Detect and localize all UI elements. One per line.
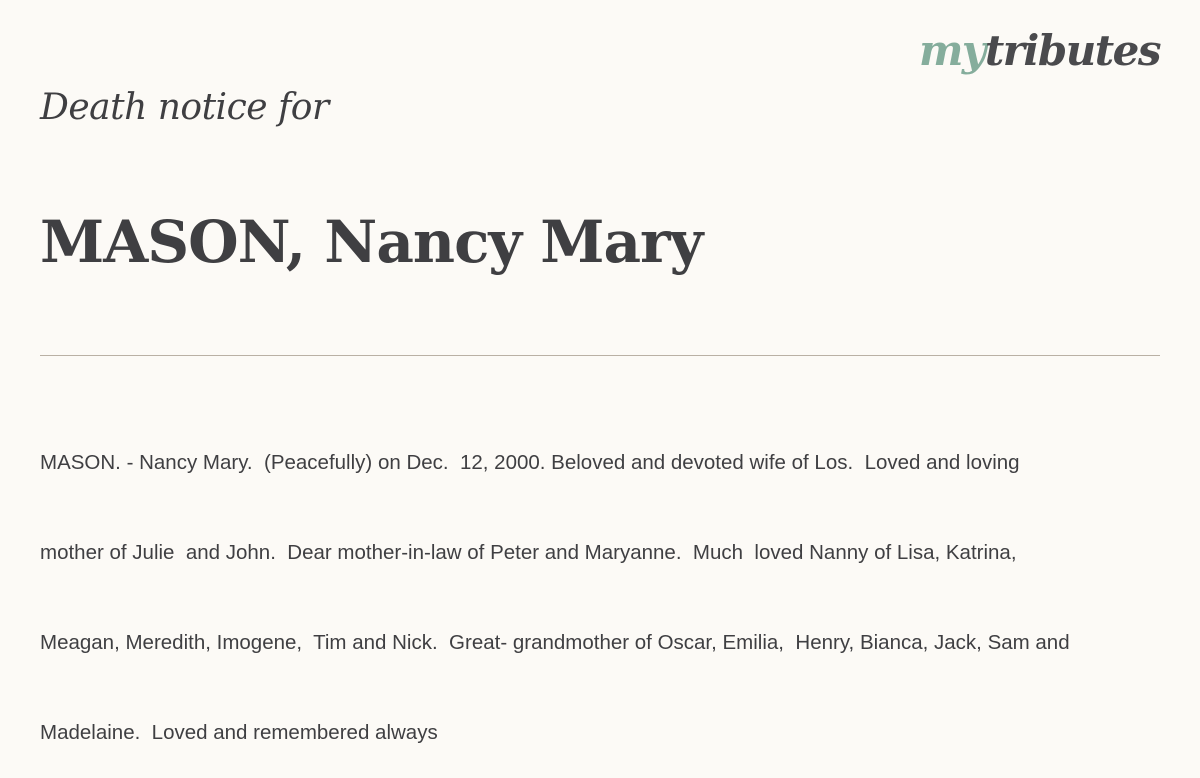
notice-text [40,388,1160,778]
notice-line: MASON. - Nancy Mary. (Peacefully) on Dec. 12, 2000. Beloved and devoted wife of Los. Loved and loving [40,451,1020,474]
deceased-name: MASON, Nancy Mary [40,208,703,276]
mytributes-logo[interactable] [918,26,1160,75]
notice-line: mother of Julie and John. Dear mother-in-law of Peter and Maryanne. Much loved Nanny of Lisa, Katrina, [40,541,1017,564]
section-divider [40,355,1160,356]
notice-line: Madelaine. Loved and remembered always [40,721,438,744]
logo-my-text: my [918,26,985,75]
notice-line: Meagan, Meredith, Imogene, Tim and Nick. Great- grandmother of Oscar, Emilia, Henry, Bianca, Jack, Sam and [40,631,1070,654]
logo-tributes-text: tributes [984,26,1160,75]
death-notice-heading: Death notice for [40,87,329,128]
